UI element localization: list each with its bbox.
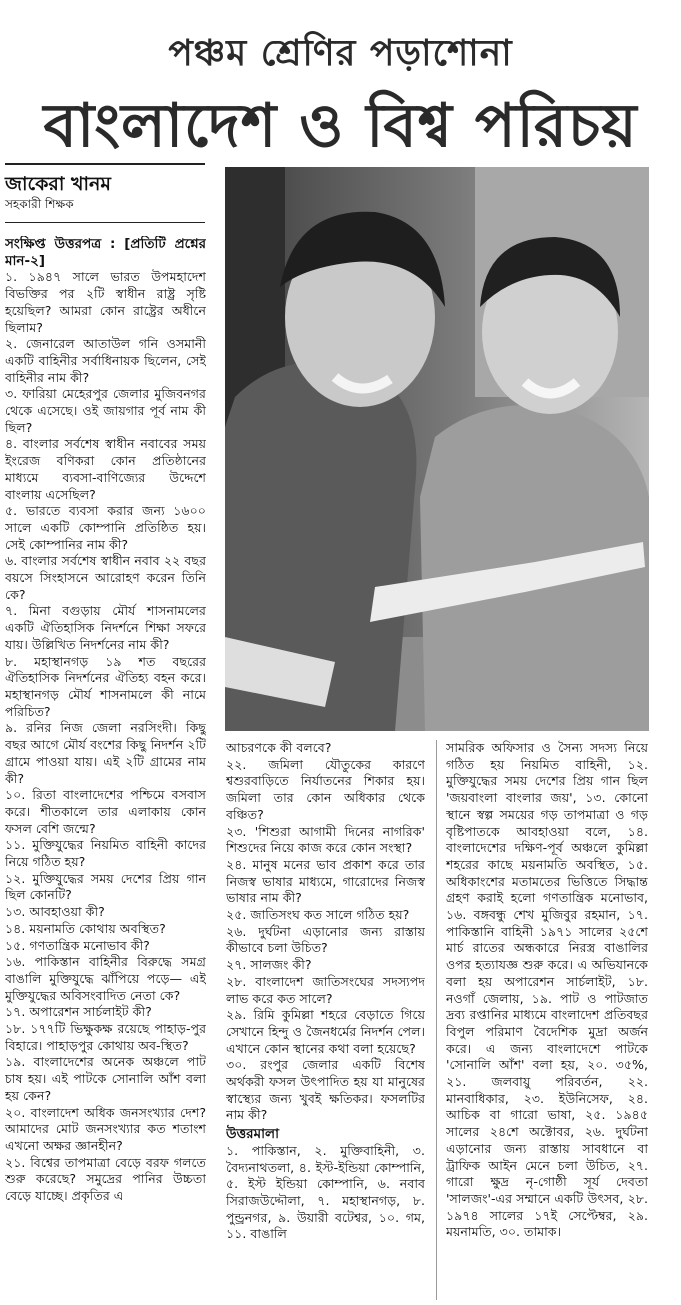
question-item: ২৭. সালজং কী?: [226, 957, 312, 973]
question-item: ৯. রনির নিজ জেলা নরসিংদী। কিছু বছর আগে মৌর্য বংশের কিছু নিদর্শন ২টি গ্রামে পাওয়া যায়। এই ২টি গ্রামের নাম কী?: [5, 720, 206, 786]
photo-illustration: [225, 167, 649, 731]
question-item: ৭. মিনা বগুড়ায় মৌর্য শাসনামলের একটি ঐতিহাসিক নিদর্শনে শিক্ষা সফরে যায়। উল্লিখিত নিদর্শনের নাম কী?: [5, 603, 206, 652]
question-item: ২৯. রিমি কুমিল্লা শহরে বেড়াতে গিয়ে সেখানে হিন্দু ও জৈনধর্মের নিদর্শন পেল। এখানে কোন স্থানের কথা বলা হয়েছে?: [226, 1007, 425, 1056]
question-item: ২৪. মানুষ মনের ভাব প্রকাশ করে তার নিজস্ব ভাষার মাধ্যমে, গারোদের নিজস্ব ভাষার নাম কী?: [226, 856, 425, 906]
question-item: ১১. মুক্তিযুদ্ধের নিয়মিত বাহিনী কাদের নিয়ে গঠিত হয়?: [5, 837, 206, 870]
answers-continued: সামরিক অফিসার ও সৈন্য সদস্য নিয়ে গঠিত হয় নিয়মিত বাহিনী, ১২. মুক্তিযুদ্ধের সময় দেশের প্রিয় গান ছিল 'জয়বাংলা বাংলার জয়', ১৩. কোনো স্থানে স্বল্প সময়ের গড় তাপমাত্রা ও গড় বৃষ্টিপাতকে আবহাওয়া বলে, ১৪. বাংলাদেশের দক্ষিণ-পূর্ব অঞ্চলে কুমিল্লা শহরের কাছে ময়নামতি অবস্থিত, ১৫. অধিকাংশের মতামতের ভিত্তিতে সিদ্ধান্ত গ্রহণ করাই হলো গণতান্ত্রিক মনোভাব, ১৬. বঙ্গবন্ধু শেখ মুজিবুর রহমান, ১৭. পাকিস্তানি বাহিনী ১৯৭১ সালের ২৫শে মার্চ রাতের অন্ধকারে নিরস্ত্র বাঙালির ওপর হত্যাযজ্ঞ শুরু করে। এ অভিযানকে বলা হয় অপারেশন সার্চলাইট, ১৮. নওগাঁ জেলায়, ১৯. পাট ও পাটজাত দ্রব্য রপ্তানির মাধ্যমে বাংলাদেশ প্রতিবছর বিপুল পরিমাণ বৈদেশিক মুদ্রা অর্জন করে। এ জন্য বাংলাদেশে পাটকে 'সোনালি আঁশ' বলা হয়, ২০. ৩৫%, ২১. জলবায়ু পরিবর্তন, ২২. মানবাধিকার, ২৩. ইউনিসেফ, ২৪. আচিক বা গারো ভাষা, ২৫. ১৯৪৫ সালের ২৪শে অক্টোবর, ২৬. দুর্ঘটনা এড়ানোর জন্য রাস্তায় সাবধানে বা ট্রাফিক আইন মেনে চলা উচিত, ২৭. গারো ক্ষুদ্র নৃ-গোষ্ঠী সূর্য দেবতা 'সালজং'-এর সম্মানে একটি উৎসব, ২৮. ১৯৭৪ সালের ১৭ই সেপ্টেম্বর, ২৯. ময়নামতি, ৩০. তামাক।: [446, 740, 648, 1240]
questions-column-1: [5, 236, 206, 1298]
question-item: ১. ১৯৪৭ সালে ভারত উপমহাদেশ বিভক্তির পর ২টি স্বাধীন রাষ্ট্র সৃষ্টি হয়েছিল? আমরা কোন রাষ্ট্রের অধীনে ছিলাম?: [5, 269, 206, 335]
question-item: ২৫. জাতিসংঘ কত সালে গঠিত হয়?: [226, 907, 410, 923]
question-item: ৪. বাংলার সর্বশেষ স্বাধীন নবাবের সময় ইংরেজ বণিকরা কোন প্রতিষ্ঠানের মাধ্যমে ব্যবসা-বাণিজ্যের উদ্দেশে বাংলায় এসেছিল?: [5, 436, 206, 502]
question-item: ১৯. বাংলাদেশের অনেক অঞ্চলে পাট চাষ হয়। এই পাটকে সোনালি আঁশ বলা হয় কেন?: [5, 1054, 206, 1103]
question-item: ১০. রিতা বাংলাদেশের পশ্চিমে বসবাস করে। শীতকালে তার এলাকায় কোন ফসল বেশি জন্মে?: [5, 787, 206, 836]
question-item: সংক্ষিপ্ত উত্তরপত্র : [প্রতিটি প্রশ্নের মান-২]: [5, 236, 206, 269]
question-item: ১৪. ময়নামতি কোথায় অবস্থিত?: [5, 920, 166, 936]
answers-column: [446, 740, 648, 1298]
question-item: ১৩. আবহাওয়া কী?: [5, 904, 105, 920]
question-item: ১২. মুক্তিযুদ্ধের সময় দেশের প্রিয় গান ছিল কোনটি?: [5, 870, 206, 903]
question-item: ৩০. রংপুর জেলার একটি বিশেষ অর্থকরী ফসল উৎপাদিত হয় যা মানুষের স্বাস্থ্যের জন্য খুবই ক্ষতিকর। ফসলটির নাম কী?: [226, 1057, 425, 1123]
question-item: ২১. বিশ্বের তাপমাত্রা বেড়ে বরফ গলতে শুরু করেছে? সমুদ্রের পানির উচ্চতা বেড়ে যাচ্ছে। প্রকৃতির এ: [5, 1154, 206, 1204]
author-name: জাকেরা খানম: [5, 173, 111, 195]
question-item: ২৮. বাংলাদেশ জাতিসংঘের সদস্যপদ লাভ করে কত সালে?: [226, 973, 425, 1006]
article-title: বাংলাদেশ ও বিশ্ব পরিচয়: [43, 91, 638, 161]
question-item: ১৬. পাকিস্তান বাহিনীর বিরুদ্ধে সমগ্র বাঙালি মুক্তিযুদ্ধে ঝাঁপিয়ে পড়ে— এই মুক্তিযুদ্ধের অবিসংবাদিত নেতা কে?: [5, 954, 206, 1003]
question-item: ৫. ভারতে ব্যবসা করার জন্য ১৬০০ সালে একটি কোম্পানি প্রতিষ্ঠিত হয়। সেই কোম্পানির নাম কী?: [5, 503, 206, 552]
question-item: আচরণকে কী বলবে?: [226, 740, 332, 755]
column-divider: [436, 740, 437, 1300]
author-top-rule: [5, 163, 205, 165]
answers-heading: উত্তরমালা: [226, 1126, 279, 1143]
question-item: ১৮. ১৭৭টি ভিক্ষুকক্ষ রয়েছে পাহাড়-পুর বিহারে। পাহাড়পুর কোথায় অব-স্থিত?: [5, 1021, 206, 1053]
author-bottom-rule: [5, 222, 205, 223]
question-item: ২৩. 'শিশুরা আগামী দিনের নাগরিক' শিশুদের নিয়ে কাজ করে কোন সংস্থা?: [226, 823, 425, 856]
question-item: ১৭. অপারেশন সার্চলাইট কী?: [5, 1004, 152, 1020]
answers-part-1: ১. পাকিস্তান, ২. মুক্তিবাহিনী, ৩. বৈদ্যনাথতলা, ৪. ইস্ট-ইন্ডিয়া কোম্পানি, ৫. ইস্ট ইন্ডিয়া কোম্পানি, ৬. নবাব সিরাজউদ্দৌলা, ৭. মহাস্থানগড়, ৮. পুন্ড্রনগর, ৯. উয়ারী বটেশ্বর, ১০. গম, ১১. বাঙালি: [226, 1142, 425, 1242]
children-reading-photo: [225, 167, 649, 731]
question-item: ২. জেনারেল আতাউল গনি ওসমানী একটি বাহিনীর সর্বাধিনায়ক ছিলেন, সেই বাহিনীর নাম কী?: [5, 336, 206, 385]
question-item: ২৬. দুর্ঘটনা এড়ানোর জন্য রাস্তায় কীভাবে চলা উচিত?: [226, 923, 425, 956]
question-item: ৩. ফারিয়া মেহেরপুর জেলার মুজিবনগর থেকে এসেছে। ওই জায়গার পূর্ব নাম কী ছিল?: [5, 386, 206, 435]
question-item: ৬. বাংলার সর্বশেষ স্বাধীন নবাব ২২ বছর বয়সে সিংহাসনে আরোহণ করেন তিনি কে?: [5, 553, 206, 602]
question-item: ৮. মহাস্থানগড় ১৯ শত বছরের ঐতিহাসিক নিদর্শনের ঐতিহ্য বহন করে। মহাস্থানগড় মৌর্য শাসনামলে কী নামে পরিচিত?: [5, 653, 206, 719]
section-title: পঞ্চম শ্রেণির পড়াশোনা: [168, 33, 513, 74]
question-item: ২২. জমিলা যৌতুকের কারণে শ্বশুরবাড়িতে নির্যাতনের শিকার হয়। জমিলা তার কোন অধিকার থেকে বঞ্চিত?: [226, 756, 425, 822]
questions-column-2: [226, 740, 425, 1298]
author-role: সহকারী শিক্ষক: [5, 197, 74, 211]
question-item: ১৫. গণতান্ত্রিক মনোভাব কী?: [5, 937, 150, 953]
question-item: ২০. বাংলাদেশ অধিক জনসংখ্যার দেশ? আমাদের মোট জনসংখ্যার কত শতাংশ এখনো অক্ষর জ্ঞানহীন?: [5, 1104, 206, 1153]
